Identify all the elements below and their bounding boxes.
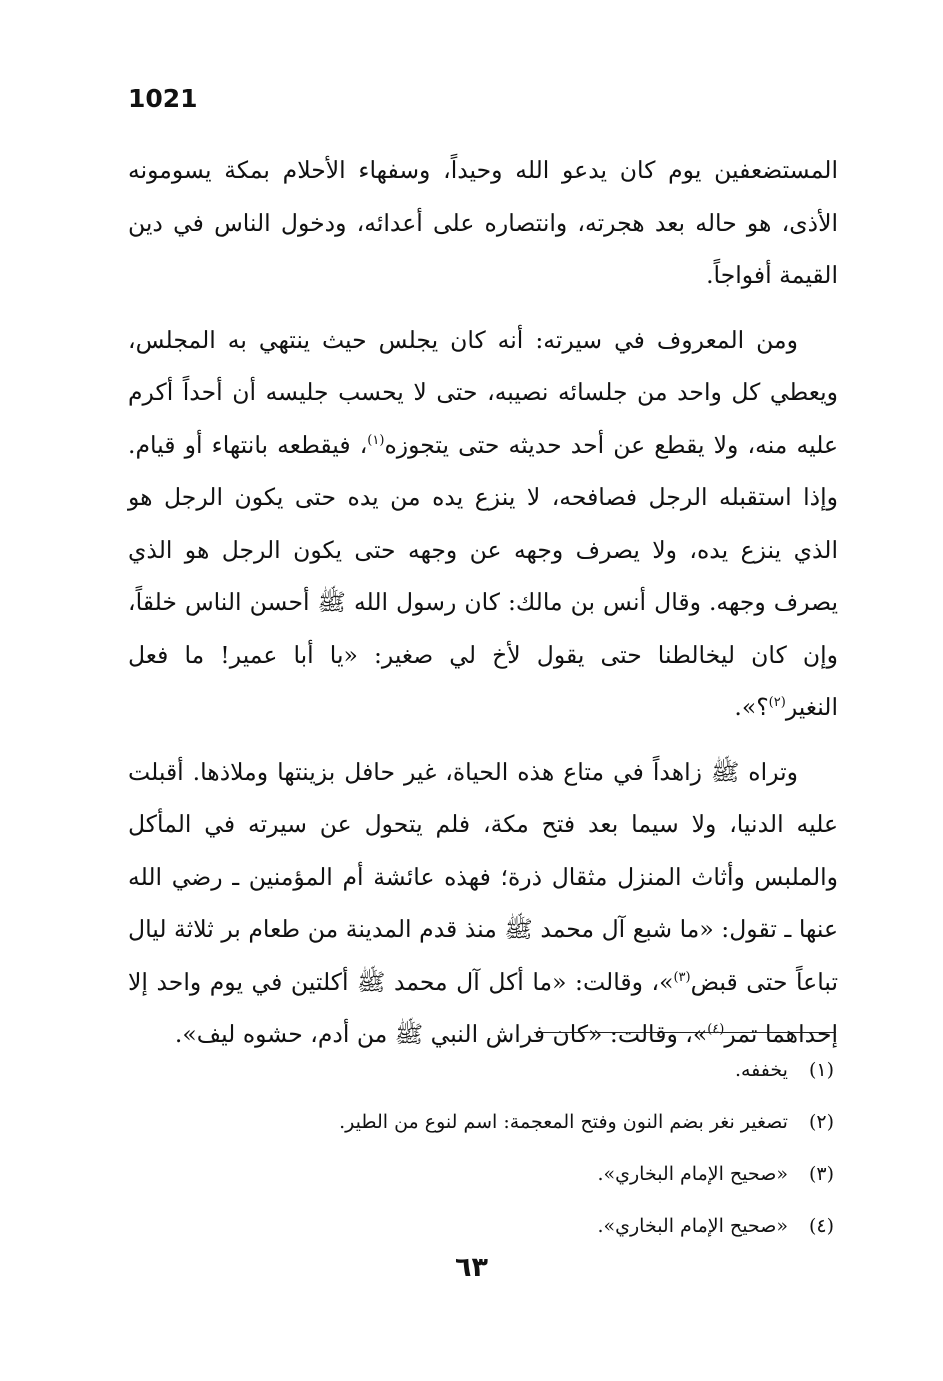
footnote-text: «صحيح الإمام البخاري». — [597, 1163, 788, 1185]
page-number-top: 1021 — [128, 84, 198, 113]
footnote-number: (٣) — [808, 1163, 834, 1185]
paragraph-text: ؟». — [734, 693, 769, 721]
footnote-number: (٤) — [808, 1215, 834, 1237]
footnote-ref-3[interactable]: (٣) — [673, 969, 691, 985]
paragraph-3 — [128, 746, 838, 1061]
footnote-4 — [128, 1206, 834, 1258]
footnote-text: يخففه. — [734, 1059, 788, 1081]
footnote-text: تصغير نغر بضم النون وفتح المعجمة: اسم لنوع من الطير. — [339, 1111, 788, 1133]
paragraph-text: »، وقالت: «كان فراش النبي ﷺ من أدم، حشوه ليف». — [174, 1020, 708, 1048]
footnote-ref-2[interactable]: (٢) — [768, 695, 786, 711]
paragraph-text: »، وقالت: «ما أكل آل محمد ﷺ أكلتين في يوم واحد إلا إحداهما تمر — [128, 967, 838, 1048]
paragraph-text: ، فيقطعه بانتهاء أو قيام. وإذا استقبله الرجل فصافحه، لا ينزع يده من يده حتى يكون الرجل هو الذي ينزع يده، ولا يصرف وجهه عن وجهه حتى يكون الرجل هو الذي يصرف وجهه. وقال أنس بن مالك: كان رسول الله ﷺ أحسن الناس خلقاً، وإن كان ليخالطنا حتى يقول لأخ لي صغير: «يا أبا عمير! ما فعل النغير — [128, 430, 838, 721]
page-number-bottom: ٦٣ — [455, 1252, 488, 1283]
footnote-2 — [128, 1102, 834, 1154]
paragraph-2 — [128, 314, 838, 734]
footnote-number: (٢) — [808, 1111, 834, 1133]
footnote-3 — [128, 1154, 834, 1206]
paragraph-1 — [128, 144, 838, 302]
footnote-1 — [128, 1050, 834, 1102]
footnote-number: (١) — [808, 1059, 834, 1081]
footnote-text: «صحيح الإمام البخاري». — [597, 1215, 788, 1237]
footnote-ref-4[interactable]: (٤) — [707, 1022, 725, 1038]
footnote-ref-1[interactable]: (١) — [367, 432, 385, 448]
paragraph-text: ومن المعروف في سيرته: أنه كان يجلس حيث ينتهي به المجلس، ويعطي كل واحد من جلسائه نصيبه، حتى لا يحسب جليسه أن أحداً أكرم عليه منه، ولا يقطع عن أحد حديثه حتى يتجوزه — [128, 325, 838, 459]
paragraph-text: وتراه ﷺ زاهداً في متاع هذه الحياة، غير حافل بزينتها وملاذها. أقبلت عليه الدنيا، ولا سيما بعد فتح مكة، فلم يتحول عن سيرته في المأكل والملبس وأثاث المنزل مثقال ذرة؛ فهذه عائشة أم المؤمنين ـ رضي الله عنها ـ تقول: «ما شبع آل محمد ﷺ منذ قدم المدينة من طعام بر ثلاثة ليال تباعاً حتى قبض — [128, 757, 838, 996]
footnote-separator — [534, 1032, 836, 1033]
paragraph-text: المستضعفين يوم كان يدعو الله وحيداً، وسفهاء الأحلام بمكة يسومونه الأذى، هو حاله بعد هجرته، وانتصاره على أعدائه، ودخول الناس في دين القيمة أفواجاً. — [128, 156, 838, 289]
body-text — [128, 144, 838, 1073]
footnotes — [128, 1050, 834, 1258]
